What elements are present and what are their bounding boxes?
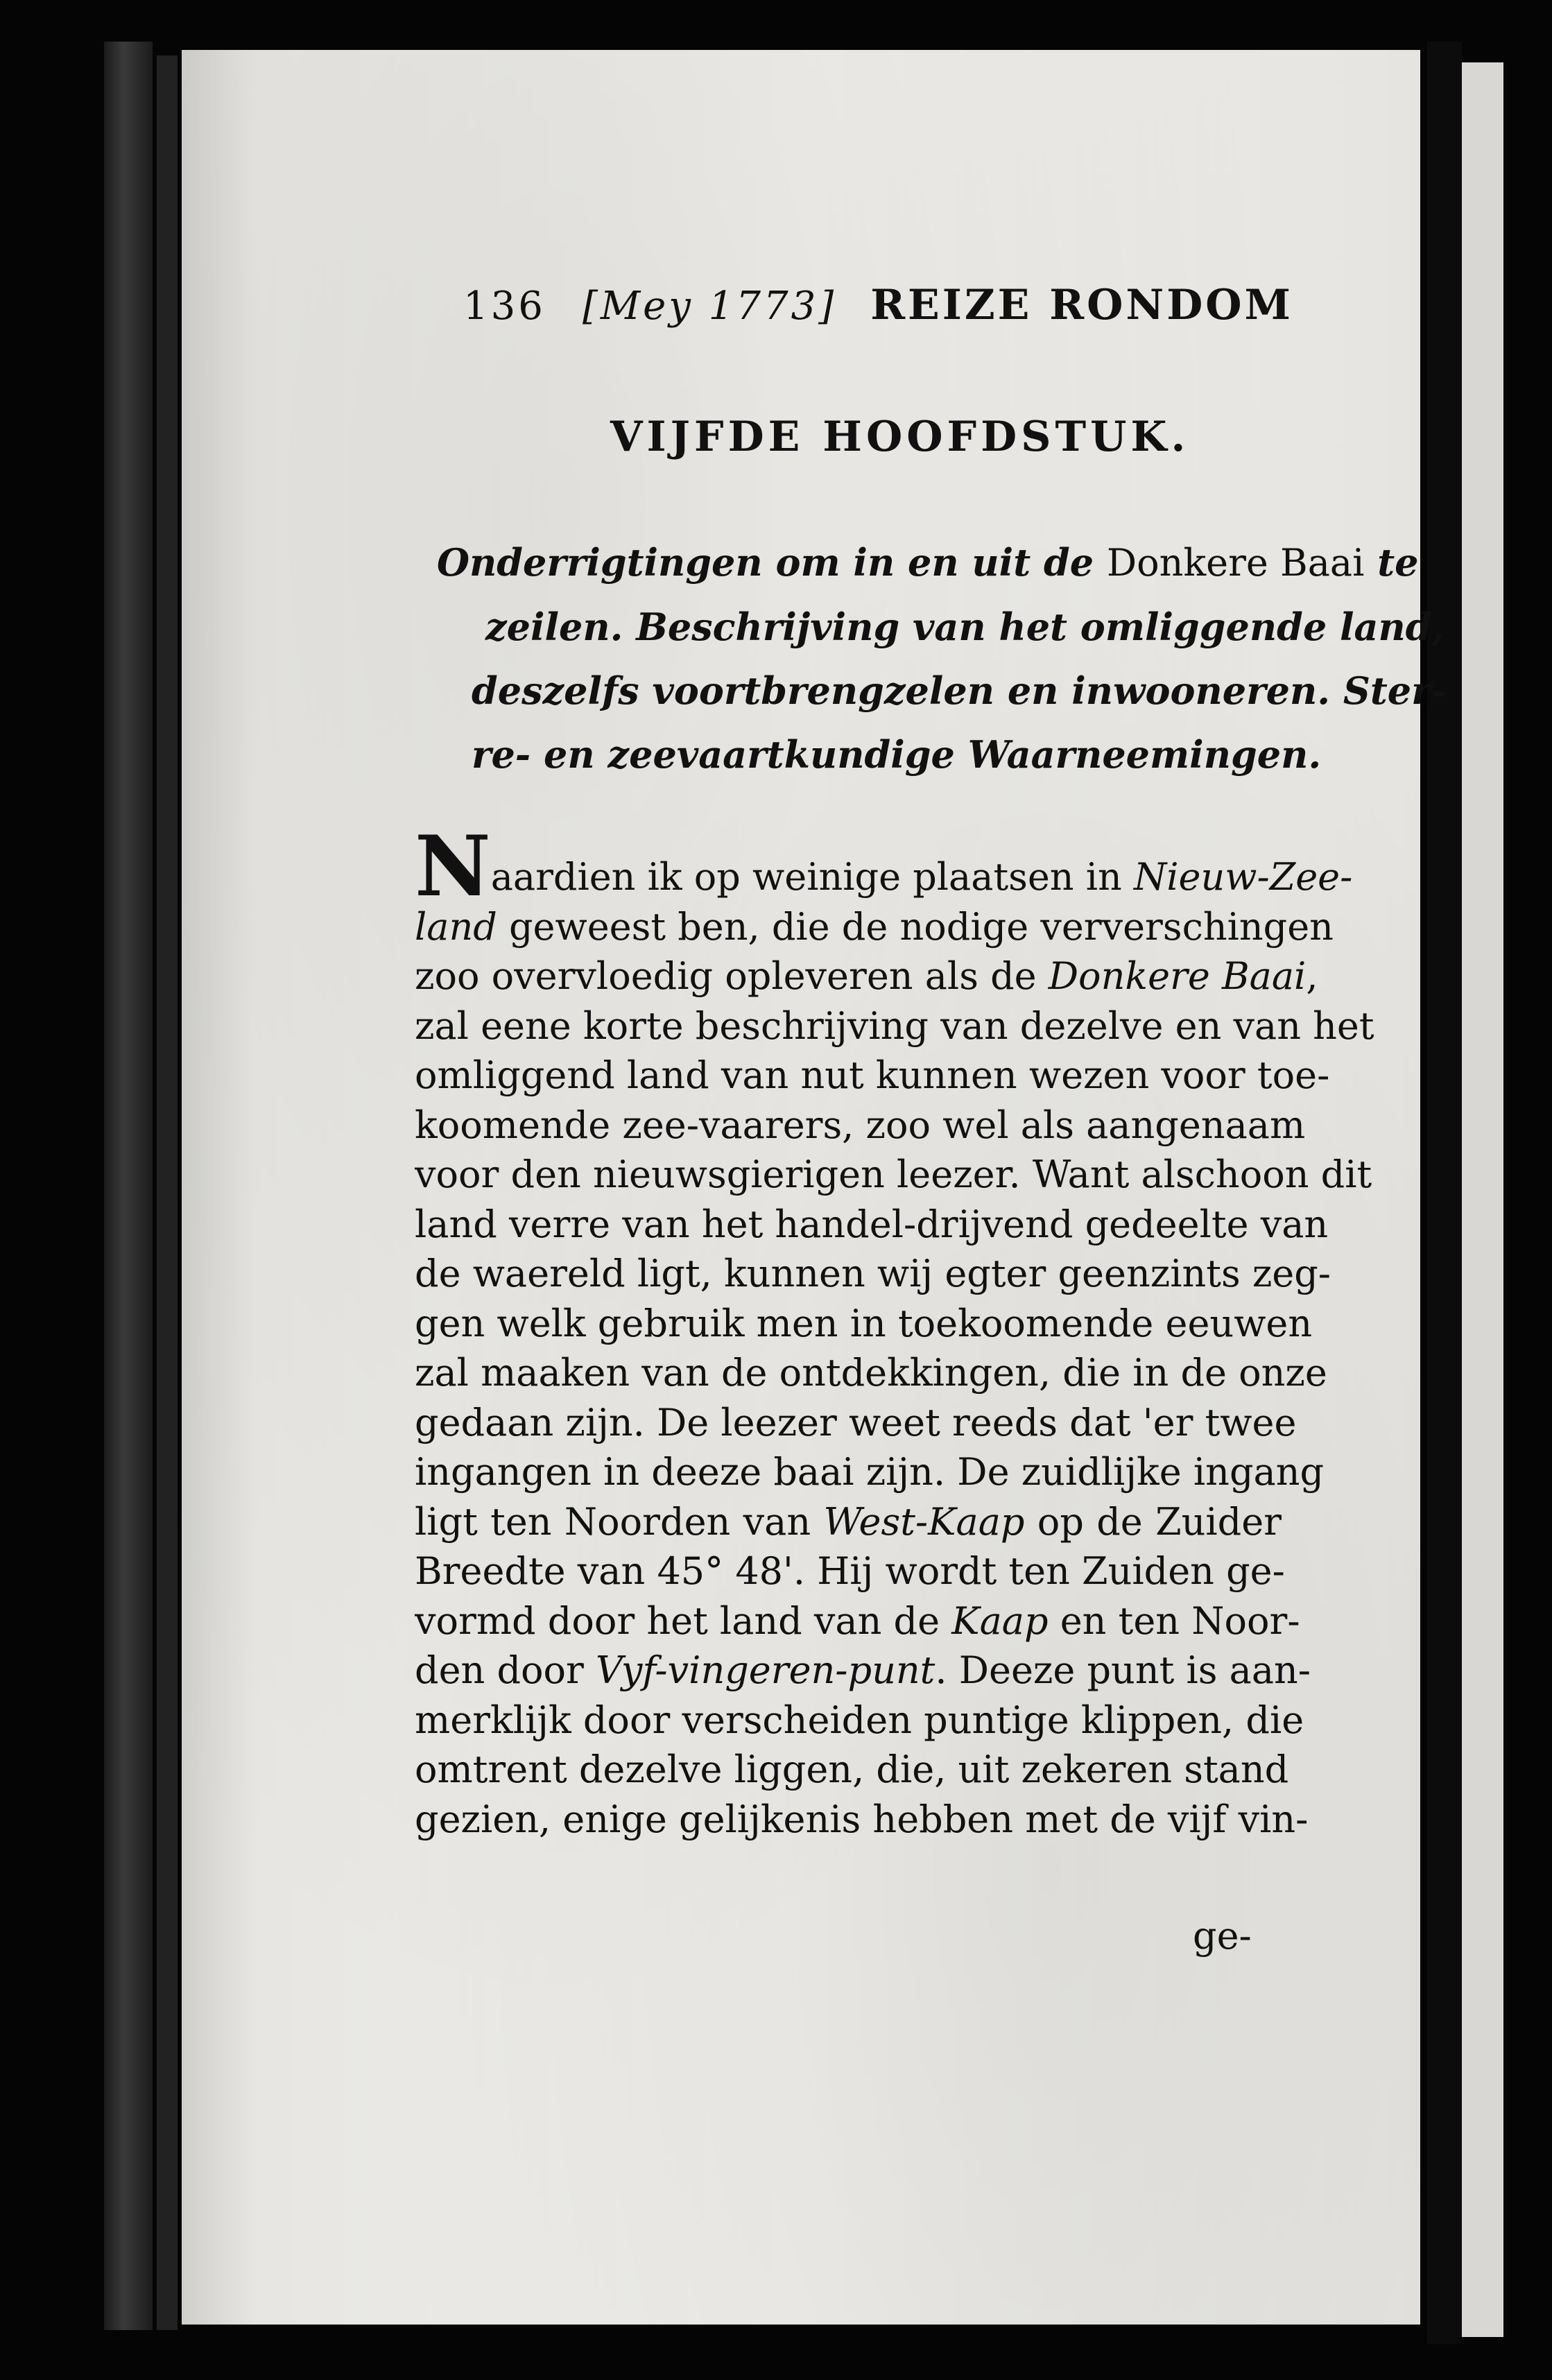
catchword: ge- (1193, 1914, 1252, 1958)
text-line: land verre van het handel-drijvend gedeelte van (415, 1202, 1329, 1246)
chapter-title: VIJFDE HOOFDSTUK. (610, 413, 1190, 461)
page-gutter (1427, 42, 1462, 2344)
text-line: merklijk door verscheiden puntige klippen, die (415, 1698, 1304, 1742)
running-head-date: [Mey 1773] (582, 284, 837, 329)
text-line: zal maaken van de ontdekkingen, die in de onze (415, 1351, 1327, 1395)
text-line: land geweest ben, die de nodige ververschingen (415, 904, 1334, 949)
book-spine-inner (157, 55, 178, 2330)
drop-cap: N (415, 818, 491, 915)
summary-line: re- en zeevaartkundige Waarneemingen. (472, 732, 1322, 777)
text-line: vormd door het land van de Kaap en ten Noor- (415, 1598, 1300, 1643)
text-line: omliggend land van nut kunnen wezen voor toe- (415, 1053, 1330, 1097)
text-line: Breedte van 45° 48'. Hij wordt ten Zuiden ge- (415, 1549, 1285, 1593)
text-line: zoo overvloedig opleveren als de Donkere Baai, (415, 954, 1318, 998)
text-line: Naardien ik op weinige plaatsen in Nieuw-Zee- (415, 818, 1353, 915)
text-line: zal eene korte beschrijving van dezelve en van het (415, 1003, 1374, 1048)
running-head-title: REIZE RONDOM (870, 281, 1293, 329)
running-head (463, 281, 1293, 343)
text-line: voor den nieuwsgierigen leezer. Want alschoon dit (415, 1153, 1372, 1196)
text-line: ingangen in deeze baai zijn. De zuidlijke ingang (415, 1450, 1325, 1494)
facing-page-edge (1462, 62, 1503, 2337)
body-text (415, 818, 1374, 1844)
page-number: 136 (463, 284, 546, 329)
chapter-summary (437, 531, 1447, 786)
summary-line: deszelfs voortbrengzelen en inwooneren. Ster- (472, 669, 1447, 713)
text-line: gen welk gebruik men in toekoomende eeuwen (415, 1301, 1313, 1345)
text-line: den door Vyf-vingeren-punt. Deeze punt is aan- (415, 1648, 1311, 1692)
text-line: gezien, enige gelijkenis hebben met de vijf vin- (415, 1797, 1309, 1841)
text-line: de waereld ligt, kunnen wij egter geenzints zeg- (415, 1252, 1331, 1295)
text-line: gedaan zijn. De leezer weet reeds dat 'er twee (415, 1400, 1297, 1445)
text-line: koomende zee-vaarers, zoo wel als aangenaam (415, 1103, 1306, 1147)
book-spine (104, 42, 153, 2330)
summary-line: Onderrigtingen om in en uit de Donkere Baai te (437, 540, 1419, 585)
text-line: ligt ten Noorden van West-Kaap op de Zuider (415, 1499, 1282, 1544)
text-line: omtrent dezelve liggen, die, uit zekeren stand (415, 1748, 1289, 1791)
summary-line: zeilen. Beschrijving van het omliggende land, (485, 605, 1445, 649)
